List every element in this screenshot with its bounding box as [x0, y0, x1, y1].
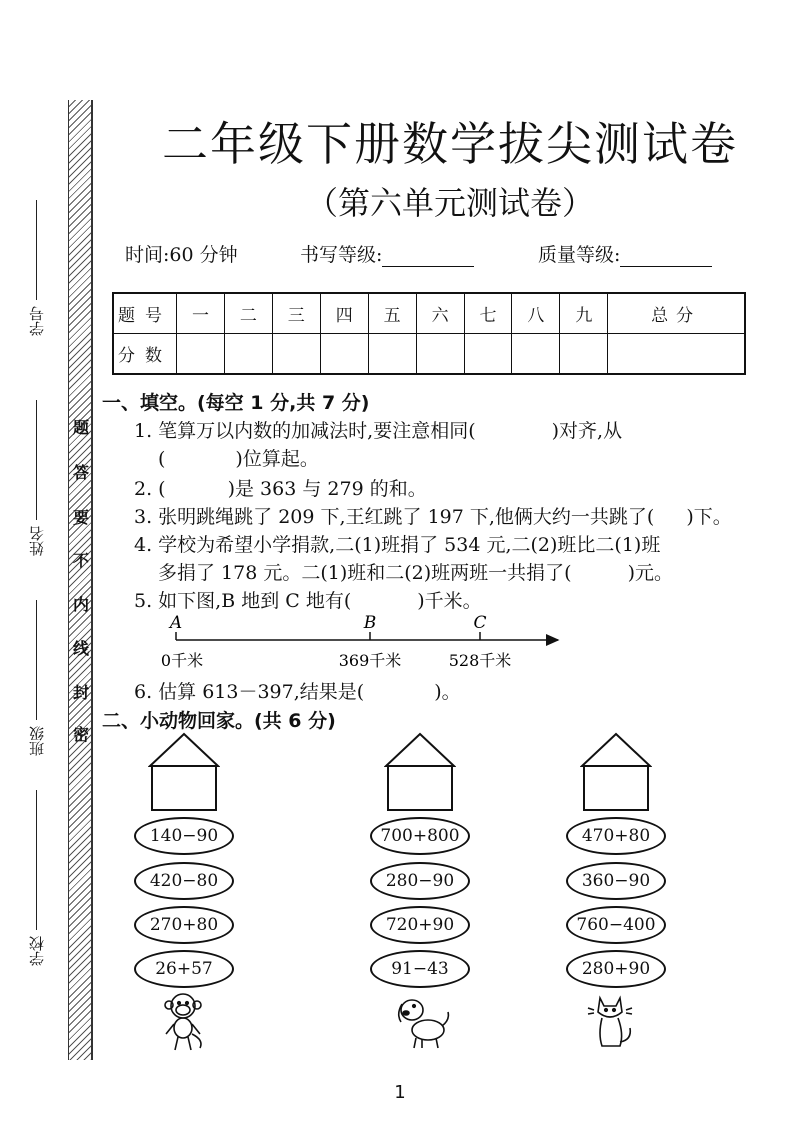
seal-char: 题	[72, 418, 89, 437]
expression-oval[interactable]: 470+80	[566, 817, 666, 855]
score-row-label: 分数	[113, 334, 177, 375]
seal-char: 密	[72, 725, 89, 744]
point-label: C	[473, 613, 487, 633]
seal-char: 封	[72, 683, 89, 702]
school-label: 学校	[28, 936, 46, 966]
question-4-line-2	[158, 558, 673, 585]
page-title: 二年级下册数学拔尖测试卷	[162, 117, 738, 171]
question-6	[134, 677, 461, 704]
writing-grade-field	[300, 240, 474, 267]
q1-text-b: )对齐,从	[551, 420, 623, 442]
score-cell[interactable]	[560, 334, 608, 375]
score-col: 九	[560, 293, 608, 334]
q4-text-b: 多捐了 178 元。二(1)班和二(2)班两班一共捐了(	[158, 562, 572, 584]
q2-text-b: )是 363 与 279 的和。	[227, 478, 427, 500]
quality-grade-field	[538, 240, 712, 267]
house-icon	[384, 732, 456, 812]
score-cell[interactable]	[320, 334, 368, 375]
score-col: 三	[272, 293, 320, 334]
score-col: 八	[512, 293, 560, 334]
expression-oval[interactable]: 280−90	[370, 862, 470, 900]
name-field	[26, 400, 47, 556]
cat-icon	[586, 990, 638, 1052]
question-2	[134, 474, 427, 501]
q1-text-c: (	[158, 448, 166, 470]
dog-icon	[392, 994, 454, 1052]
section-1-heading: 一、填空。(每空 1 分,共 7 分)	[102, 392, 370, 414]
expression-oval[interactable]: 760−400	[566, 906, 666, 944]
seal-char: 不	[72, 551, 89, 570]
student-id-label: 学号	[28, 306, 46, 336]
score-col: 六	[416, 293, 464, 334]
writing-grade-blank[interactable]	[382, 248, 474, 267]
class-field	[26, 600, 47, 756]
q1-text-a: 1. 笔算万以内数的加减法时,要注意相同(	[134, 420, 476, 442]
page-number: 1	[394, 1082, 406, 1103]
q3-text-a: 3. 张明跳绳跳了 209 下,王红跳了 197 下,他俩大约一共跳了(	[134, 506, 655, 528]
score-cell[interactable]	[608, 334, 745, 375]
expression-oval[interactable]: 700+800	[370, 817, 470, 855]
expression-oval[interactable]: 270+80	[134, 906, 234, 944]
seal-char: 要	[72, 508, 89, 527]
score-col-total: 总分	[608, 293, 745, 334]
score-cell[interactable]	[416, 334, 464, 375]
distance-label: 0千米	[160, 651, 204, 670]
distance-label: 369千米	[338, 651, 402, 670]
q6-text-b: )。	[434, 681, 461, 703]
q5-text-b: )千米。	[417, 590, 482, 612]
page-subtitle: （第六单元测试卷）	[305, 184, 594, 222]
score-col: 五	[368, 293, 416, 334]
score-col: 四	[320, 293, 368, 334]
q2-text-a: 2. (	[134, 478, 166, 500]
name-label: 姓名	[28, 526, 46, 556]
expression-oval[interactable]: 720+90	[370, 906, 470, 944]
score-table	[112, 292, 746, 375]
expression-oval[interactable]: 91−43	[370, 950, 470, 988]
score-cell[interactable]	[224, 334, 272, 375]
distance-label: 528千米	[448, 651, 512, 670]
q1-text-d: )位算起。	[235, 448, 319, 470]
writing-grade-label: 书写等级:	[300, 244, 383, 266]
score-cell[interactable]	[272, 334, 320, 375]
point-label: A	[169, 613, 183, 633]
score-cell[interactable]	[368, 334, 416, 375]
score-cell[interactable]	[177, 334, 225, 375]
score-col: 一	[177, 293, 225, 334]
binding-hatch	[68, 100, 93, 1060]
question-3	[134, 502, 732, 529]
score-col: 七	[464, 293, 512, 334]
house-icon	[148, 732, 220, 812]
q4-text-c: )元。	[627, 562, 674, 584]
score-cell[interactable]	[512, 334, 560, 375]
expression-oval[interactable]: 26+57	[134, 950, 234, 988]
expression-oval[interactable]: 420−80	[134, 862, 234, 900]
quality-grade-blank[interactable]	[620, 248, 712, 267]
seal-char: 答	[72, 463, 89, 482]
score-table-score-row	[113, 334, 745, 375]
score-col: 二	[224, 293, 272, 334]
q6-text-a: 6. 估算 613－397,结果是(	[134, 681, 365, 703]
student-id-field	[26, 200, 47, 336]
expression-oval[interactable]: 140−90	[134, 817, 234, 855]
school-field	[26, 790, 47, 966]
q5-text-a: 5. 如下图,B 地到 C 地有(	[134, 590, 352, 612]
time-info: 时间:60 分钟	[125, 244, 238, 266]
section-2-heading: 二、小动物回家。(共 6 分)	[102, 710, 336, 732]
seal-char: 内	[72, 595, 89, 614]
point-label: B	[363, 613, 377, 633]
expression-oval[interactable]: 360−90	[566, 862, 666, 900]
question-1-line-2	[158, 444, 319, 471]
score-cell[interactable]	[464, 334, 512, 375]
expression-oval[interactable]: 280+90	[566, 950, 666, 988]
question-4-line-1: 4. 学校为希望小学捐款,二(1)班捐了 534 元,二(2)班比二(1)班	[134, 534, 661, 556]
class-label: 班级	[28, 726, 46, 756]
seal-char: 线	[72, 639, 89, 658]
quality-grade-label: 质量等级:	[538, 244, 621, 266]
monkey-icon	[158, 990, 208, 1052]
question-5	[134, 586, 482, 613]
q3-text-b: )下。	[686, 506, 732, 528]
question-1-line-1	[134, 416, 622, 443]
score-row-label: 题号	[113, 293, 177, 334]
score-table-header-row	[113, 293, 745, 334]
binding-margin	[0, 0, 100, 1132]
house-icon	[580, 732, 652, 812]
